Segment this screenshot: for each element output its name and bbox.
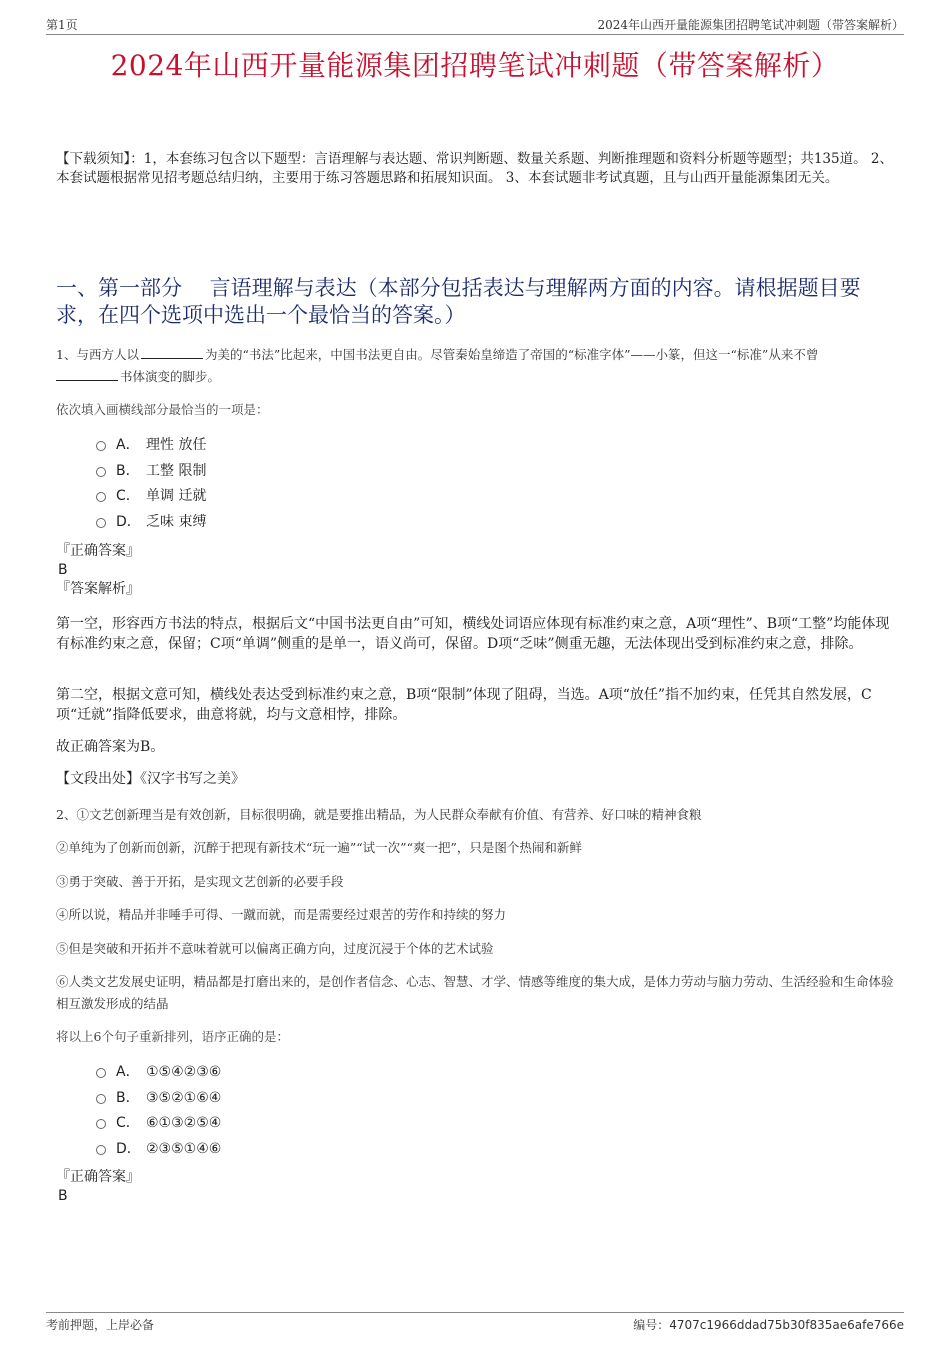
document-code: 编号：4707c1966ddad75b30f835ae6afe766e [633, 1318, 904, 1332]
question-1 [56, 344, 898, 388]
radio-icon[interactable] [96, 467, 106, 477]
option-a[interactable]: A． 理性 放任 [96, 433, 898, 459]
analysis-conclusion: 故正确答案为B。 [56, 739, 165, 755]
analysis-paragraph-2: 第二空，根据文意可知，横线处表达受到标准约束之意，B项“限制”体现了阻碍，当选。A项“放任”指不加约束，任凭其自然发展，C项“迁就”指降低要求，曲意将就，均与文意相悖，排除。 [56, 687, 872, 723]
option-c[interactable]: C． ⑥①③②⑤④ [96, 1111, 898, 1137]
question-1-options-block [56, 433, 898, 535]
question-2-sentence-2: ②单纯为了创新而创新，沉醉于把现有新技术“玩一遍”“试一次”“爽一把”，只是图个热闹和新鲜 [56, 840, 582, 855]
source-block [56, 769, 898, 789]
radio-icon[interactable] [96, 492, 106, 502]
option-a[interactable]: A． ①⑤④②③⑥ [96, 1060, 898, 1086]
analysis-label: 『答案解析』 [56, 581, 140, 597]
page-footer [46, 1312, 904, 1333]
analysis-paragraph-2-block [56, 685, 898, 725]
blank-1 [141, 346, 203, 359]
correct-answer-label: 『正确答案』 [56, 1169, 140, 1185]
correct-answer: B [58, 562, 68, 578]
question-2-sentence-3: ③勇于突破、善于开拓，是实现文艺创新的必要手段 [56, 874, 344, 889]
question-2-sentence-6: ⑥人类文艺发展史证明，精品都是打磨出来的，是创作者信念、心志、智慧、才学、情感等维度的集大成，是体力劳动与脑力劳动、生活经验和生命体验相互激发形成的结晶 [56, 974, 894, 1011]
section-heading: 一、第一部分 言语理解与表达（本部分包括表达与理解两方面的内容。请根据题目要求，在四个选项中选出一个最恰当的答案。） [56, 276, 861, 327]
question-2-options-block [56, 1060, 898, 1162]
document-title: 2024年山西开量能源集团招聘笔试冲刺题（带答案解析） [110, 49, 840, 82]
analysis-paragraph-1: 第一空，形容西方书法的特点，根据后文“中国书法更自由”可知，横线处词语应体现有标准约束之意，A项“理性”、B项“工整”均能体现有标准约束之意，保留；C项“单调”侧重的是单一，语义尚可，保留。D项“乏味”侧重无趣，无法体现出受到标准约束之意，排除。 [56, 616, 890, 652]
option-d[interactable]: D． 乏味 束缚 [96, 510, 898, 536]
option-b[interactable]: B． ③⑤②①⑥④ [96, 1086, 898, 1112]
radio-icon[interactable] [96, 1119, 106, 1129]
question-2-prompt-block [56, 1027, 898, 1045]
question-1-text-part1: 1、与西方人以 [56, 347, 139, 362]
blank-2 [56, 368, 118, 381]
header-doc-title: 2024年山西开量能源集团招聘笔试冲刺题（带答案解析） [597, 18, 904, 32]
radio-icon[interactable] [96, 1068, 106, 1078]
radio-icon[interactable] [96, 1145, 106, 1155]
analysis-paragraph-1-block [56, 614, 898, 654]
question-1-prompt: 依次填入画横线部分最恰当的一项是： [56, 402, 269, 417]
option-b[interactable]: B． 工整 限制 [96, 459, 898, 485]
question-1-answer-block [56, 541, 898, 599]
radio-icon[interactable] [96, 518, 106, 528]
question-2-sentence-4: ④所以说，精品并非唾手可得、一蹴而就，而是需要经过艰苦的劳作和持续的努力 [56, 907, 507, 922]
passage-source: 【文段出处】《汉字书写之美》 [56, 771, 245, 787]
correct-answer: B [58, 1188, 68, 1204]
option-d[interactable]: D． ②③⑤①④⑥ [96, 1137, 898, 1163]
question-1-text-part2: 为美的“书法”比起来，中国书法更自由。尽管秦始皇缔造了帝国的“标准字体”——小篆，但这一“标准”从来不曾 [204, 347, 819, 362]
page-header [46, 14, 904, 35]
question-1-options [56, 433, 898, 535]
question-2-sentence-1: 2、①文艺创新理当是有效创新，目标很明确，就是要推出精品，为人民群众奉献有价值、有营养、好口味的精神食粮 [56, 807, 702, 822]
correct-answer-label: 『正确答案』 [56, 543, 140, 559]
question-2-options [56, 1060, 898, 1162]
question-2-sentence-5: ⑤但是突破和开拓并不意味着就可以偏离正确方向，过度沉浸于个体的艺术试验 [56, 941, 494, 956]
question-2-prompt: 将以上6个句子重新排列，语序正确的是： [56, 1029, 289, 1044]
question-2-answer-block [56, 1167, 898, 1205]
analysis-paragraph-3-block [56, 737, 898, 757]
download-notice: 【下载须知】：1，本套练习包含以下题型：言语理解与表达题、常识判断题、数量关系题、判断推理题和资料分析题等题型；共135道。 2、本套试题根据常见招考题总结归纳，主要用于练习答题思路和拓展知识面。 3、本套试题非考试真题，且与山西开量能源集团无关。 [56, 151, 893, 186]
footer-slogan: 考前押题，上岸必备 [46, 1318, 155, 1332]
option-c[interactable]: C． 单调 迁就 [96, 484, 898, 510]
question-1-text-part3: 书体演变的脚步。 [120, 369, 221, 384]
radio-icon[interactable] [96, 441, 106, 451]
page-number: 第1页 [46, 18, 78, 32]
question-1-stem [56, 344, 898, 388]
radio-icon[interactable] [96, 1094, 106, 1104]
question-1-prompt-block [56, 400, 898, 418]
